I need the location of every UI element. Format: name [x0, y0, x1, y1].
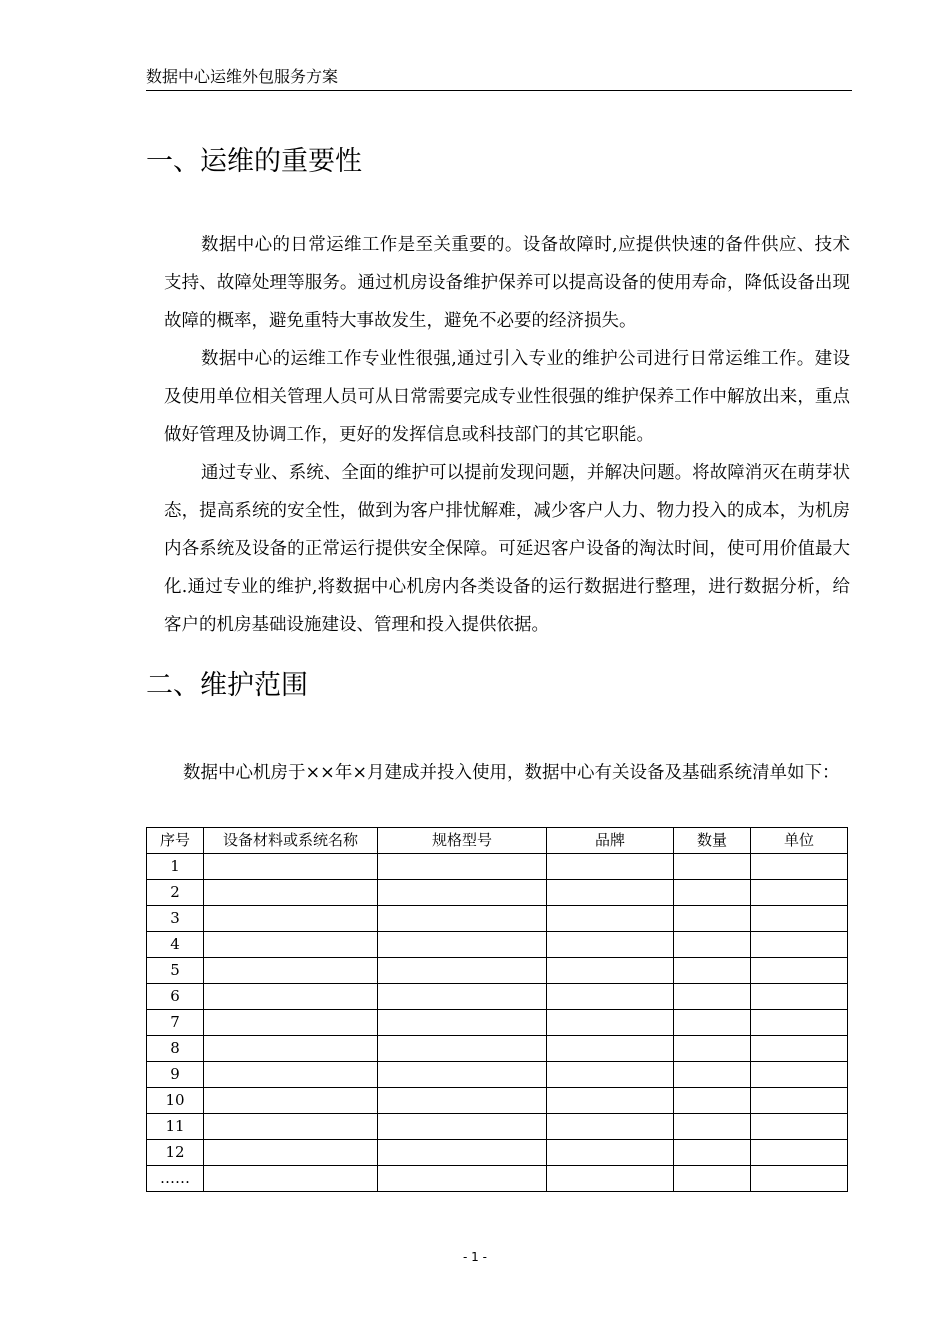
table-cell [204, 1140, 378, 1166]
table-row [147, 1166, 848, 1192]
table-cell [378, 906, 547, 932]
table-cell: 1 [147, 854, 204, 880]
table-cell [378, 1140, 547, 1166]
section1-paragraph: 数据中心的运维工作专业性很强,通过引入专业的维护公司进行日常运维工作。建设及使用单位相关管理人员可从日常需要完成专业性很强的维护保养工作中解放出来，重点做好管理及协调工作，更好的发挥信息或科技部门的其它职能。 [164, 349, 850, 445]
table-cell [204, 958, 378, 984]
table-cell [204, 1010, 378, 1036]
table-cell [674, 880, 751, 906]
table-cell [751, 1166, 848, 1192]
page-header: 数据中心运维外包服务方案 [146, 64, 852, 91]
table-row [147, 1088, 848, 1114]
table-cell [378, 1010, 547, 1036]
table-cell [674, 1166, 751, 1192]
section2-heading: 二、维护范围 [146, 670, 308, 701]
table-cell [378, 854, 547, 880]
table-cell [674, 932, 751, 958]
table-cell [378, 1166, 547, 1192]
equipment-list-table [146, 827, 848, 1192]
table-cell: 2 [147, 880, 204, 906]
table-header-cell: 设备材料或系统名称 [204, 828, 378, 854]
table-cell [751, 958, 848, 984]
table-cell: 3 [147, 906, 204, 932]
table-cell [751, 1140, 848, 1166]
table-cell [547, 880, 674, 906]
table-cell [204, 880, 378, 906]
table-row [147, 1036, 848, 1062]
table-cell [751, 1114, 848, 1140]
table-cell: 7 [147, 1010, 204, 1036]
table-cell: 4 [147, 932, 204, 958]
table-header-cell: 单位 [751, 828, 848, 854]
table-row [147, 958, 848, 984]
table-cell [547, 1140, 674, 1166]
table-cell [751, 1010, 848, 1036]
table-header-row [147, 828, 848, 854]
table-cell [547, 1010, 674, 1036]
table-cell [204, 1166, 378, 1192]
table-cell [547, 958, 674, 984]
table-cell [204, 854, 378, 880]
table-body [147, 854, 848, 1192]
table-cell [674, 1140, 751, 1166]
table-cell [674, 906, 751, 932]
table-cell [204, 1062, 378, 1088]
table-cell [378, 958, 547, 984]
table-cell: 6 [147, 984, 204, 1010]
table-cell [547, 1114, 674, 1140]
table-cell [378, 1062, 547, 1088]
table-row [147, 906, 848, 932]
table-cell [378, 880, 547, 906]
table-cell [547, 1088, 674, 1114]
table-cell [674, 854, 751, 880]
table-cell [547, 932, 674, 958]
table-cell [204, 932, 378, 958]
table-cell [674, 958, 751, 984]
page-number: - 1 - [463, 1250, 487, 1264]
table-row [147, 1010, 848, 1036]
table-cell [204, 984, 378, 1010]
table-cell [751, 880, 848, 906]
table-cell: …… [147, 1166, 204, 1192]
section2-intro: 数据中心机房于××年×月建成并投入使用，数据中心有关设备及基础系统清单如下： [183, 763, 840, 783]
table-row [147, 1114, 848, 1140]
table-row [147, 984, 848, 1010]
table-cell [547, 854, 674, 880]
table-cell [751, 1062, 848, 1088]
table-cell: 8 [147, 1036, 204, 1062]
table-cell [378, 1036, 547, 1062]
table-row [147, 880, 848, 906]
table-cell [751, 984, 848, 1010]
table-header-cell: 序号 [147, 828, 204, 854]
table-cell [674, 984, 751, 1010]
table-cell [674, 1010, 751, 1036]
table-cell [547, 906, 674, 932]
table-cell [751, 854, 848, 880]
table-cell [204, 906, 378, 932]
table-row [147, 1062, 848, 1088]
table-cell [378, 984, 547, 1010]
section1-body [164, 226, 850, 644]
table-header-cell: 品牌 [547, 828, 674, 854]
table-cell [674, 1036, 751, 1062]
table-cell [378, 932, 547, 958]
table-cell [378, 1088, 547, 1114]
table-cell: 5 [147, 958, 204, 984]
table-row [147, 854, 848, 880]
table-cell: 10 [147, 1088, 204, 1114]
table-row [147, 1140, 848, 1166]
section1-heading: 一、运维的重要性 [146, 146, 362, 177]
table-cell [547, 1062, 674, 1088]
table-cell [751, 1088, 848, 1114]
table-cell [547, 1166, 674, 1192]
table-row [147, 932, 848, 958]
table-cell [751, 932, 848, 958]
table-cell [204, 1088, 378, 1114]
table-header-cell: 数量 [674, 828, 751, 854]
table-cell [674, 1114, 751, 1140]
table-cell: 11 [147, 1114, 204, 1140]
table-cell [674, 1088, 751, 1114]
table-cell [674, 1062, 751, 1088]
table-cell [547, 984, 674, 1010]
table-header-cell: 规格型号 [378, 828, 547, 854]
table-cell [751, 1036, 848, 1062]
section1-paragraph: 通过专业、系统、全面的维护可以提前发现问题，并解决问题。将故障消灭在萌芽状态，提高系统的安全性，做到为客户排忧解难，减少客户人力、物力投入的成本，为机房内各系统及设备的正常运行提供安全保障。可延迟客户设备的淘汰时间，使可用价值最大化.通过专业的维护,将数据中心机房内各类设备的运行数据进行整理，进行数据分析，给客户的机房基础设施建设、管理和投入提供依据。 [164, 463, 850, 635]
table-cell [751, 906, 848, 932]
table-cell: 12 [147, 1140, 204, 1166]
table-cell: 9 [147, 1062, 204, 1088]
table-cell [204, 1036, 378, 1062]
table-cell [547, 1036, 674, 1062]
table-cell [204, 1114, 378, 1140]
table-cell [378, 1114, 547, 1140]
section1-paragraph: 数据中心的日常运维工作是至关重要的。设备故障时,应提供快速的备件供应、技术支持、故障处理等服务。通过机房设备维护保养可以提高设备的使用寿命，降低设备出现故障的概率，避免重特大事故发生，避免不必要的经济损失。 [164, 235, 850, 331]
